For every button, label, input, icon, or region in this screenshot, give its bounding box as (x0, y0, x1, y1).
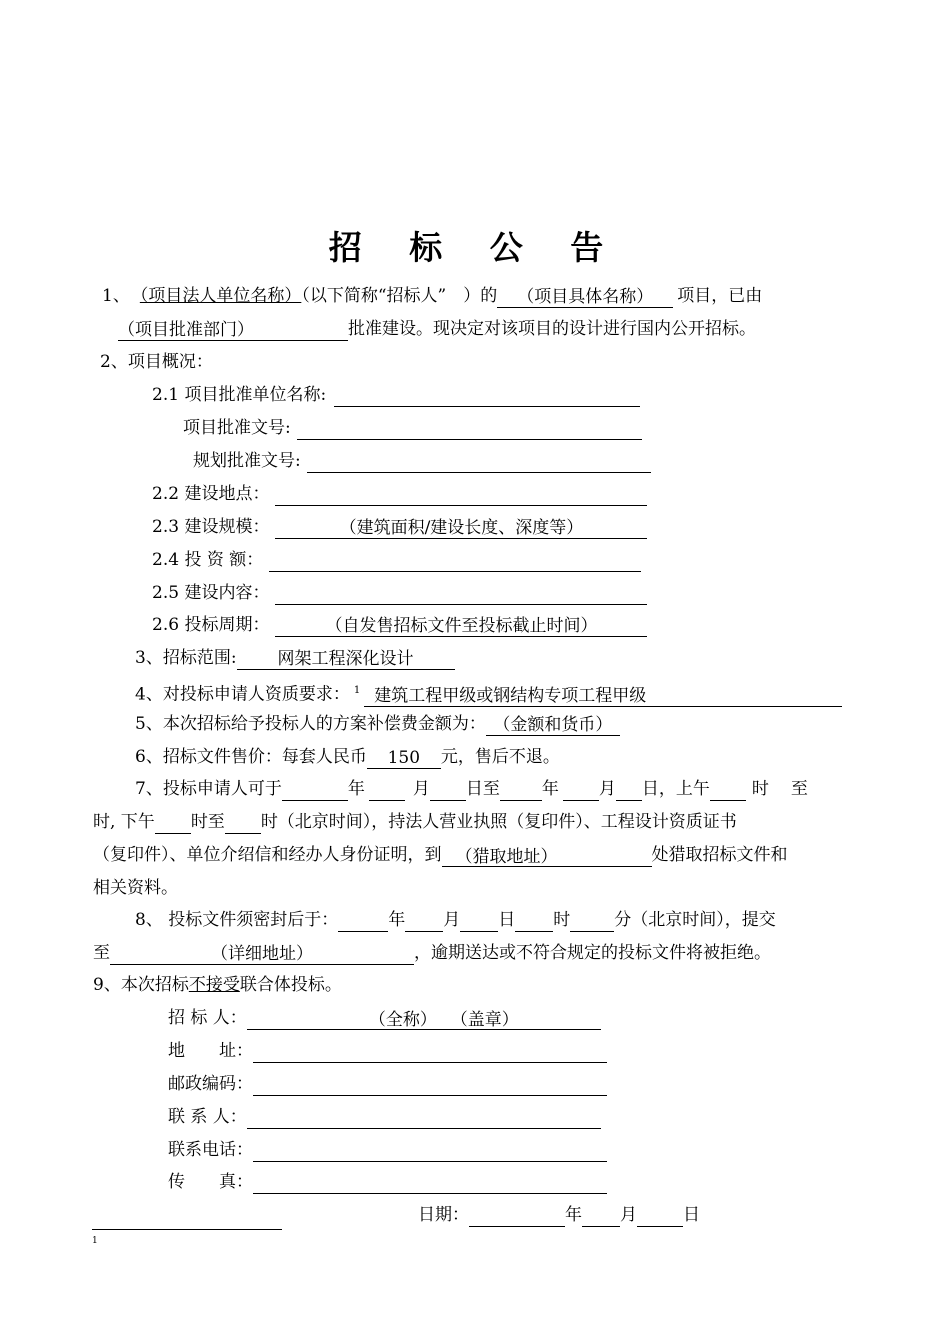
s8-year-label: 年 (388, 910, 406, 930)
approve-no-label: 项目批准文号: (183, 418, 291, 438)
s7-hour-label: 时 (751, 779, 769, 799)
fax-row (168, 1170, 607, 1194)
contact-row (168, 1105, 601, 1129)
footnote-number: 1 (92, 1236, 98, 1246)
fax-field[interactable] (253, 1171, 607, 1194)
approver-field[interactable]: （项目批准部门） (118, 318, 348, 341)
s7-day-from-label: 日至 (465, 779, 500, 799)
content-field[interactable] (275, 582, 647, 605)
compensation-row (135, 712, 620, 736)
period-row (152, 613, 647, 637)
s9-intro: 9、本次招标 (93, 975, 189, 995)
qualification-row (135, 679, 842, 706)
s9-line (93, 973, 342, 997)
am-hour-field[interactable] (710, 778, 746, 801)
period-label: 2.6 投标周期： (152, 615, 270, 635)
s8-hour-label: 时 (553, 910, 571, 930)
invest-label: 2.4 投 资 额： (152, 550, 264, 570)
s8-to-label: 至 (93, 943, 110, 963)
fax-label: 传 真： (168, 1172, 253, 1192)
postcode-label: 邮政编码： (168, 1074, 253, 1094)
s7-intro: 7、投标申请人可于 (135, 779, 282, 799)
s8-line-2 (93, 941, 771, 965)
page-title: 招 标 公 告 (328, 228, 622, 267)
s9-no-consortium: 不接受 (188, 975, 240, 995)
deadline-day-field[interactable] (460, 909, 498, 932)
s1-mid: （以下简称“招标人” ）的 (301, 286, 498, 306)
date-day-field[interactable] (637, 1204, 683, 1227)
s1-tail2: 批准建设。现决定对该项目的设计进行国内公开招标。 (348, 319, 756, 339)
s1-num: 1、 (102, 286, 130, 306)
end-month-field[interactable] (563, 778, 599, 801)
phone-row (168, 1138, 607, 1162)
date-row (418, 1203, 700, 1227)
s7-line-2 (93, 810, 737, 834)
compensation-label: 5、本次招标给予投标人的方案补偿费金额为： (135, 714, 486, 734)
postcode-field[interactable] (253, 1073, 607, 1096)
address-label: 地 址： (168, 1041, 253, 1061)
s9-tail: 联合体投标。 (239, 975, 342, 995)
plan-no-field[interactable] (307, 450, 651, 473)
pickup-address-field[interactable]: （猎取地址） (442, 845, 652, 867)
scale-label: 2.3 建设规模： (152, 517, 270, 537)
s8-intro: 8、 投标文件须密封后于： (135, 910, 339, 930)
qualification-label: 4、对投标申请人资质要求： (135, 684, 350, 705)
s8-tail: ，逾期送达或不符合规定的投标文件将被拒绝。 (414, 943, 771, 963)
tenderer-row (168, 1006, 601, 1030)
s7-docs-text-2: （复印件）、单位介绍信和经办人身份证明，到 (93, 845, 442, 865)
date-year-label: 年 (565, 1205, 582, 1225)
s7-line-1 (135, 777, 808, 801)
s2-heading: 2、项目概况： (100, 352, 213, 372)
end-year-field[interactable] (500, 778, 542, 801)
compensation-field[interactable]: （金额和货币） (486, 713, 620, 736)
phone-label: 联系电话： (168, 1140, 253, 1160)
s7-docs-text: 时（北京时间），持法人营业执照（复印件）、工程设计资质证书 (260, 812, 737, 832)
project-name-field[interactable]: （项目具体名称） (497, 285, 673, 308)
s7-pm-to-label: 时至 (190, 812, 225, 832)
start-year-field[interactable] (282, 778, 348, 801)
address-row (168, 1039, 607, 1063)
qualification-field[interactable]: 建筑工程甲级或钢结构专项工程甲级 (364, 684, 842, 707)
deadline-year-field[interactable] (338, 909, 388, 932)
deadline-hour-field[interactable] (515, 909, 553, 932)
site-row (152, 482, 647, 506)
date-month-label: 月 (620, 1205, 637, 1225)
price-label: 6、招标文件售价：每套人民币 (135, 747, 367, 767)
deadline-month-field[interactable] (405, 909, 443, 932)
approve-unit-field[interactable] (334, 384, 640, 407)
footnote-ref: 1 (353, 685, 361, 696)
submit-address-field[interactable]: （详细地址） (110, 942, 414, 965)
contact-field[interactable] (247, 1106, 601, 1129)
tenderer-label: 招 标 人： (168, 1008, 247, 1028)
footnote-divider (92, 1229, 282, 1230)
date-label: 日期： (418, 1205, 469, 1225)
s7-pickup-tail: 处猎取招标文件和 (651, 845, 788, 865)
content-label: 2.5 建设内容： (152, 583, 270, 603)
price-row (135, 745, 560, 769)
s7-month-label: 月 (412, 779, 430, 799)
s7-end-year-label: 年 (541, 779, 559, 799)
owner-field[interactable]: （项目法人单位名称） (139, 286, 302, 306)
scope-label: 3、招标范围: (135, 648, 237, 668)
invest-row (152, 548, 641, 572)
contact-label: 联 系 人： (168, 1107, 247, 1127)
start-month-field[interactable] (369, 778, 405, 801)
scope-row (135, 646, 455, 670)
phone-field[interactable] (253, 1139, 607, 1162)
content-row (152, 581, 647, 605)
pm-hour-to-field[interactable] (225, 811, 261, 834)
s8-month-label: 月 (443, 910, 461, 930)
start-day-field[interactable] (430, 778, 466, 801)
s8-day-label: 日 (498, 910, 516, 930)
s7-pm-label: 时, 下午 (93, 812, 155, 832)
s7-to-label: 至 (790, 779, 808, 799)
price-field[interactable]: 150 (367, 746, 441, 769)
site-field[interactable] (275, 483, 647, 506)
section-1-line-1 (102, 284, 762, 308)
price-tail: 元，售后不退。 (440, 747, 560, 767)
invest-field[interactable] (269, 549, 641, 572)
s8-line-1 (135, 908, 776, 932)
s7-year-label: 年 (347, 779, 365, 799)
postcode-row (168, 1072, 607, 1096)
s7-day-label: 日，上午 (641, 779, 710, 799)
s7-end-month-label: 月 (598, 779, 616, 799)
site-label: 2.2 建设地点： (152, 484, 270, 504)
approve-no-row (183, 416, 642, 440)
scope-field[interactable]: 网架工程深化设计 (237, 647, 455, 670)
deadline-minute-field[interactable] (570, 909, 614, 932)
s7-line-4: 相关资料。 (93, 878, 178, 898)
plan-no-label: 规划批准文号: (193, 451, 301, 471)
approve-unit-row (152, 383, 640, 407)
address-field[interactable] (253, 1040, 607, 1063)
s1-tail: 项目，已由 (677, 286, 763, 306)
s7-line-3 (93, 843, 788, 867)
date-month-field[interactable] (582, 1204, 620, 1227)
date-day-label: 日 (683, 1205, 700, 1225)
plan-no-row (193, 449, 651, 473)
end-day-field[interactable] (616, 778, 642, 801)
s8-minute-label: 分（北京时间），提交 (614, 910, 776, 930)
date-year-field[interactable] (469, 1204, 565, 1227)
approve-unit-label: 2.1 项目批准单位名称: (152, 385, 327, 405)
scale-row (152, 515, 647, 539)
approve-no-field[interactable] (297, 417, 642, 440)
pm-hour-from-field[interactable] (155, 811, 191, 834)
period-field[interactable]: （自发售招标文件至投标截止时间） (275, 614, 647, 637)
tenderer-field[interactable]: （全称） （盖章） (247, 1008, 601, 1030)
scale-field[interactable]: （建筑面积/建设长度、深度等） (275, 516, 647, 539)
section-1-line-2 (118, 317, 756, 341)
